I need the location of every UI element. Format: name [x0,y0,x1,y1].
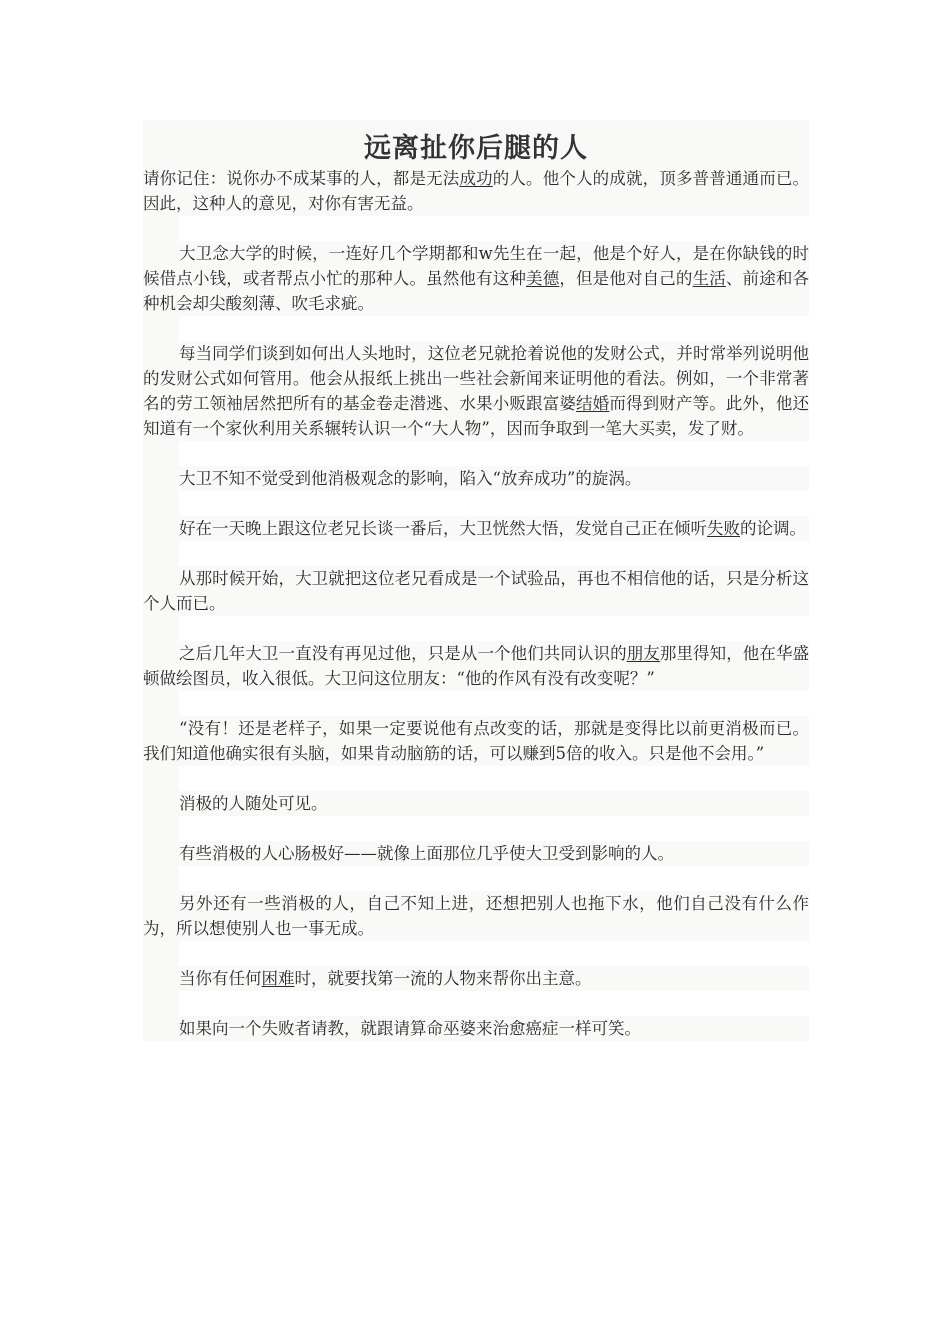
document-title: 远离扯你后腿的人 [143,120,809,166]
paragraph-spacer [143,616,809,641]
paragraph [143,841,809,866]
paragraph-spacer [143,816,809,841]
paragraph [143,341,809,441]
keyword-link[interactable]: 结婚 [576,394,610,413]
paragraph-spacer [143,316,809,341]
paragraph-text: “没有！还是老样子，如果一定要说他有点改变的话，那就是变得比以前更消极而已。我们知道他确实很有头脑，如果肯动脑筋的话，可以赚到5倍的收入。只是他不会用。” [143,719,809,763]
keyword-link[interactable]: 困难 [261,969,295,988]
paragraph [143,166,809,216]
paragraph-spacer [143,991,809,1016]
paragraph-text: 之后几年大卫一直没有再见过他，只是从一个他们共同认识的 [179,644,627,663]
paragraph-text: 有些消极的人心肠极好——就像上面那位几乎使大卫受到影响的人。 [179,844,674,863]
paragraph-text: 另外还有一些消极的人，自己不知上进，还想把别人也拖下水，他们自己没有什么作为，所以想使别人也一事无成。 [143,894,809,938]
paragraph-text: ，但是他对自己的 [559,269,693,288]
paragraph [143,791,809,816]
paragraph [143,241,809,316]
paragraph [143,716,809,766]
paragraph-spacer [143,941,809,966]
keyword-link[interactable]: 生活 [692,269,726,288]
paragraph-spacer [143,541,809,566]
paragraph [143,566,809,616]
paragraph [143,466,809,491]
paragraph [143,966,809,991]
paragraph [143,1016,809,1041]
paragraph-text: 那里得知，他在华盛顿做绘图员，收入很低。大卫问这位朋友：“他的作风有没有改变呢？” [143,644,810,688]
paragraph-text: 大卫念大学的时候，一连好几个学期都和w先生在一起，他是个好人，是在你缺钱的时候借点小钱，或者帮点小忙的那种人。虽然他有这种 [143,244,809,288]
paragraph-text: 如果向一个失败者请教，就跟请算命巫婆来治愈癌症一样可笑。 [179,1019,641,1038]
paragraph-spacer [143,866,809,891]
paragraph [143,641,809,691]
document-page [143,120,809,1041]
keyword-link[interactable]: 朋友 [626,644,660,663]
paragraph-text: 从那时候开始，大卫就把这位老兄看成是一个试验品，再也不相信他的话，只是分析这个人而已。 [143,569,809,613]
paragraph-spacer [143,691,809,716]
paragraph-text: 消极的人随处可见。 [179,794,328,813]
paragraph-spacer [143,491,809,516]
paragraph-spacer [143,441,809,466]
paragraph-text: 的论调。 [740,519,806,538]
paragraph-spacer [143,766,809,791]
paragraph-spacer [143,216,809,241]
paragraph [143,891,809,941]
paragraph-text: 而得到财产等。此外，他还知道有一个家伙利用关系辗转认识一个“大人物”，因而争取到一笔大买卖，发了财。 [143,394,810,438]
paragraph-text: 好在一天晚上跟这位老兄长谈一番后，大卫恍然大悟，发觉自己正在倾听 [179,519,707,538]
paragraph-text: 请你记住：说你办不成某事的人，都是无法 [143,169,460,188]
paragraph-text: 时，就要找第一流的人物来帮你出主意。 [294,969,592,988]
paragraph [143,516,809,541]
paragraph-text: 的人。他个人的成就，顶多普普通通而已。因此，这种人的意见，对你有害无益。 [143,169,810,213]
keyword-link[interactable]: 成功 [459,169,493,188]
paragraph-text: 大卫不知不觉受到他消极观念的影响，陷入“放弃成功”的旋涡。 [179,469,642,488]
document-body [143,166,809,1041]
paragraph-text: 、前途和各种机会却尖酸刻薄、吹毛求疵。 [143,269,810,313]
keyword-link[interactable]: 美德 [526,269,560,288]
keyword-link[interactable]: 失败 [707,519,740,538]
paragraph-text: 每当同学们谈到如何出人头地时，这位老兄就抢着说他的发财公式，并时常举列说明他的发财公式如何管用。他会从报纸上挑出一些社会新闻来证明他的看法。例如，一个非常著名的劳工领袖居然把所有的基金卷走潜逃、水果小贩跟富婆 [143,344,809,413]
paragraph-text: 当你有任何 [179,969,262,988]
